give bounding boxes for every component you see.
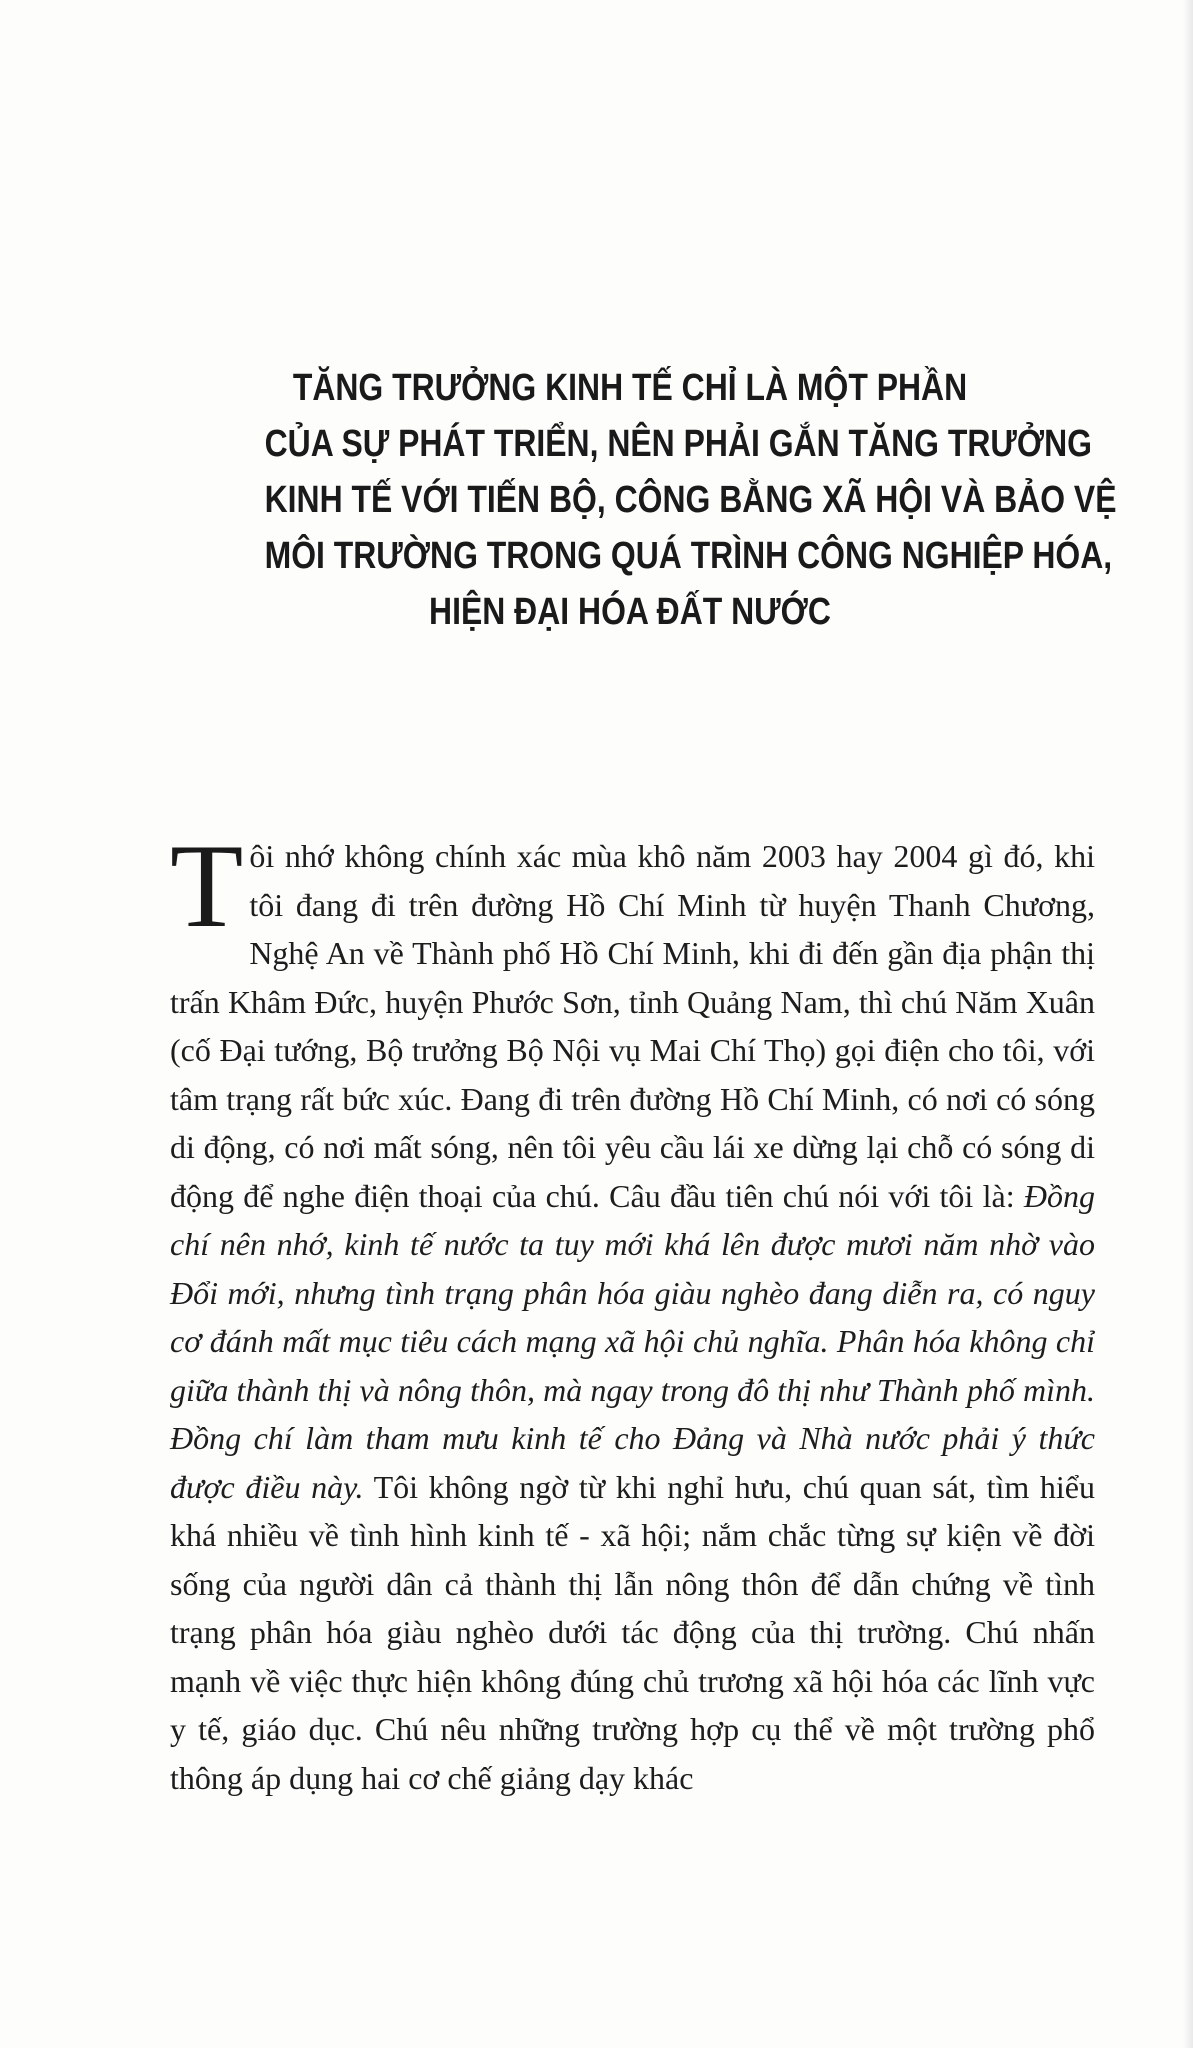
chapter-title-line-3: KINH TẾ VỚI TIẾN BỘ, CÔNG BẰNG XÃ HỘI VÀ BẢO VỆ <box>264 479 1117 521</box>
chapter-title-line-2: CỦA SỰ PHÁT TRIỂN, NÊN PHẢI GẮN TĂNG TRƯỞNG <box>264 423 1092 465</box>
quoted-speech: Đồng chí nên nhớ, kinh tế nước ta tuy mới khá lên được mươi năm nhờ vào Đổi mới, nhưng tình trạng phân hóa giàu nghèo đang diễn ra, có nguy cơ đánh mất mục tiêu cách mạng xã hội chủ nghĩa. Phân hóa không chỉ giữa thành thị và nông thôn, mà ngay trong đô thị như Thành phố mình. Đồng chí làm tham mưu kinh tế cho Đảng và Nhà nước phải ý thức được điều này. <box>170 1177 1095 1505</box>
chapter-title-line-1: TĂNG TRƯỞNG KINH TẾ CHỈ LÀ MỘT PHẦN <box>292 367 968 409</box>
body-paragraph <box>170 819 1096 1802</box>
page-edge-shadow <box>1183 0 1193 2048</box>
drop-cap-letter: T <box>170 819 244 952</box>
chapter-title-line-4: MÔI TRƯỜNG TRONG QUÁ TRÌNH CÔNG NGHIỆP HÓA, <box>264 535 1113 577</box>
chapter-title-line-5: HIỆN ĐẠI HÓA ĐẤT NƯỚC <box>429 591 831 633</box>
chapter-title <box>264 360 1117 640</box>
body-text-opening: ôi nhớ không chính xác mùa khô năm 2003 hay 2004 gì đó, khi tôi đang đi trên đường Hồ Chí Minh từ huyện Thanh Chương, Nghệ An về Thành phố Hồ Chí Minh, khi đi đến gần địa phận thị trấn Khâm Đức, huyện Phước Sơn, tỉnh Quảng Nam, thì chú Năm Xuân (cố Đại tướng, Bộ trưởng Bộ Nội vụ Mai Chí Thọ) gọi điện cho tôi, với tâm trạng rất bức xúc. Đang đi trên đường Hồ Chí Minh, có nơi có sóng di động, có nơi mất sóng, nên tôi yêu cầu lái xe dừng lại chỗ có sóng di động để nghe điện thoại của chú. Câu đầu tiên chú nói với tôi là: <box>170 838 1095 1214</box>
body-text-continuation: Tôi không ngờ từ khi nghỉ hưu, chú quan sát, tìm hiểu khá nhiều về tình hình kinh tế - xã hội; nắm chắc từng sự kiện về đời sống của người dân cả thành thị lẫn nông thôn để dẫn chứng về tình trạng phân hóa giàu nghèo dưới tác động của thị trường. Chú nhấn mạnh về việc thực hiện không đúng chủ trương xã hội hóa các lĩnh vực y tế, giáo dục. Chú nêu những trường hợp cụ thể về một trường phổ thông áp dụng hai cơ chế giảng dạy khác <box>170 1468 1096 1796</box>
